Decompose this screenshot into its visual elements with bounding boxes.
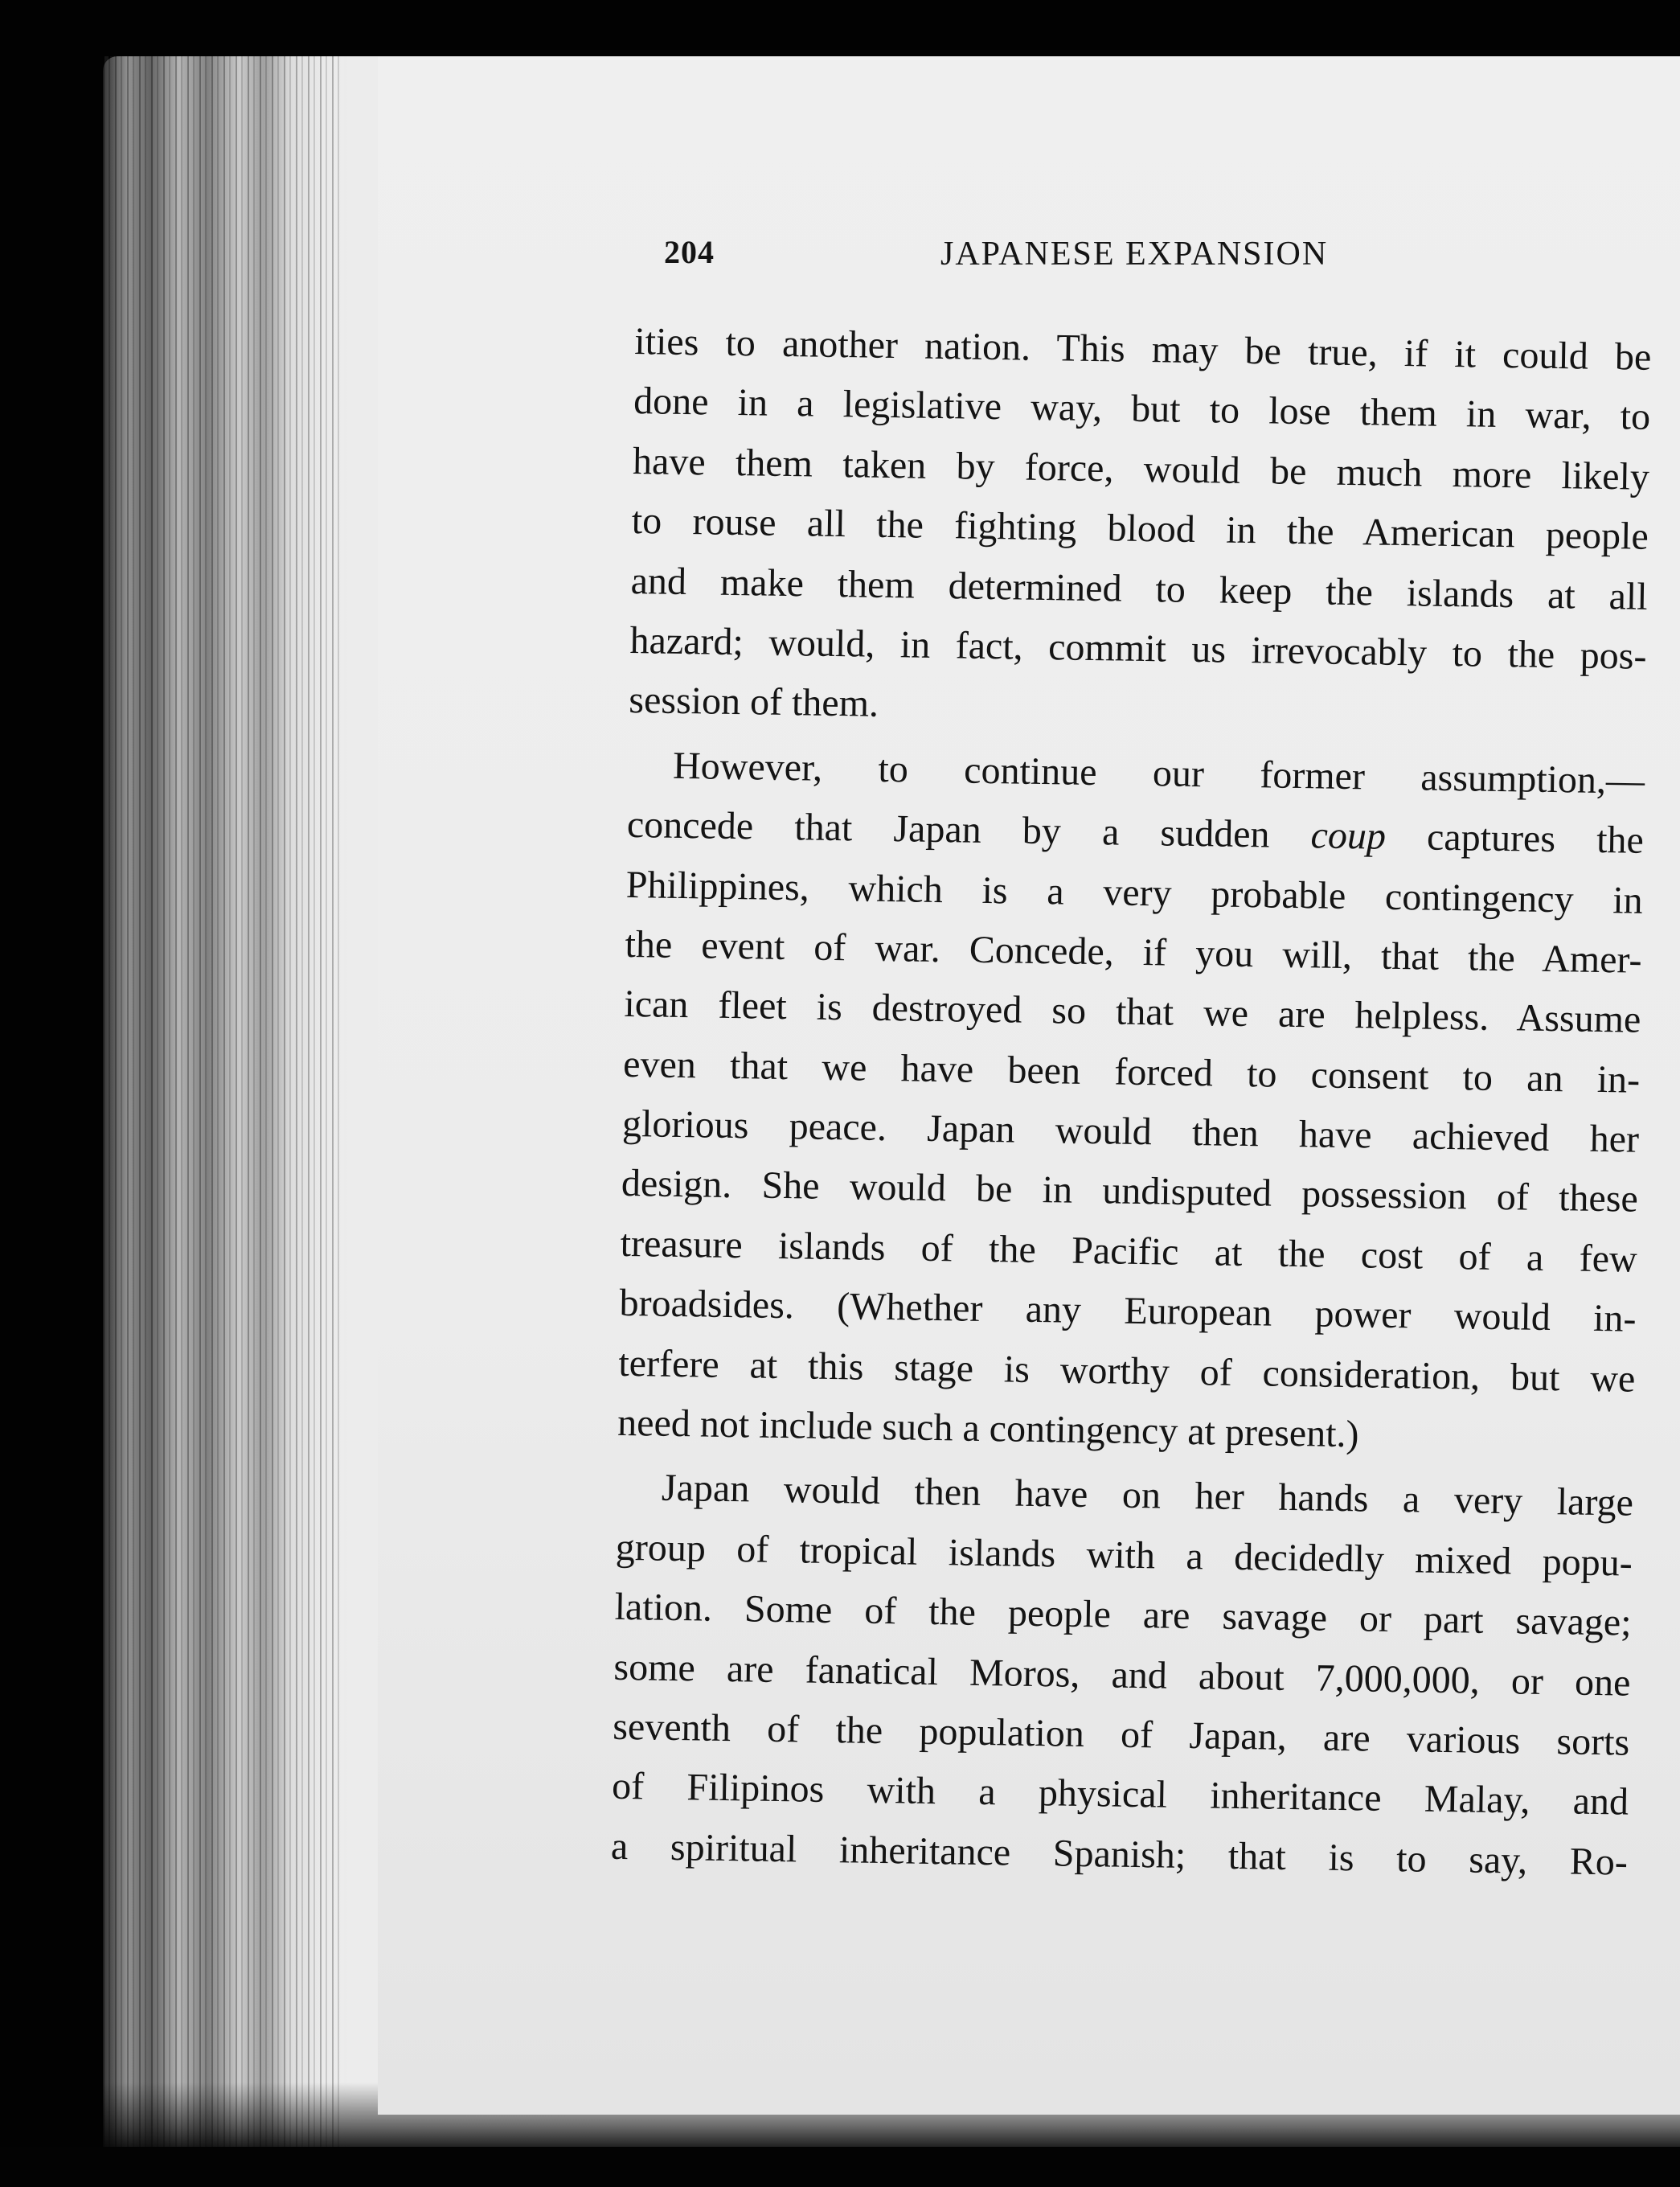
text-line: group of tropical islands with a decidedly mixed popu- bbox=[615, 1525, 1633, 1585]
text-line: seventh of the population of Japan, are various sorts bbox=[612, 1705, 1630, 1764]
italic-word: coup bbox=[1310, 814, 1387, 858]
running-title: JAPANESE EXPANSION bbox=[940, 236, 1329, 273]
text-line: design. She would be in undisputed possession of these bbox=[621, 1162, 1639, 1221]
text-line: ican fleet is destroyed so that we are helpless. Assume bbox=[624, 983, 1641, 1042]
text-line: a spiritual inheritance Spanish; that is to say, Ro- bbox=[610, 1824, 1629, 1884]
text-line: some are fanatical Moros, and about 7,000,000, or one bbox=[613, 1645, 1631, 1705]
text-line: broadsides. (Whether any European power would in- bbox=[619, 1282, 1637, 1340]
text-line: terfere at this stage is worthy of consideration, but we bbox=[618, 1341, 1636, 1401]
text-run: captures the bbox=[1385, 814, 1645, 862]
text-run: concede that Japan by a sudden bbox=[626, 803, 1312, 857]
text-line: treasure islands of the Pacific at the cost of a few bbox=[620, 1221, 1638, 1281]
text-line: and make them determined to keep the islands at all bbox=[630, 559, 1649, 618]
text-line: glorious peace. Japan would then have achieved her bbox=[621, 1102, 1640, 1161]
text-line: Japan would then have on her hands a very large bbox=[661, 1467, 1634, 1525]
running-head bbox=[664, 233, 1661, 289]
text-line: However, to continue our former assumption,— bbox=[672, 744, 1645, 802]
text-line: the event of war. Concede, if you will, that the Amer- bbox=[625, 922, 1642, 982]
text-line: even that we have been forced to consent to an in- bbox=[622, 1042, 1641, 1102]
text-line: of Filipinos with a physical inheritance Malay, and bbox=[611, 1765, 1629, 1824]
page-number: 204 bbox=[664, 234, 715, 270]
text-line: lation. Some of the people are savage or part savage; bbox=[614, 1586, 1632, 1644]
text-line: to rouse all the fighting blood in the American people bbox=[631, 499, 1649, 559]
text-line: hazard; would, in fact, commit us irrevocably to the pos- bbox=[629, 618, 1647, 678]
text-line: ities to another nation. This may be true, if it could be bbox=[634, 319, 1652, 379]
text-line: Philippines, which is a very probable contingency in bbox=[625, 863, 1644, 922]
scan-bottom-edge bbox=[0, 2147, 1680, 2187]
text-line: session of them. bbox=[628, 679, 879, 726]
body-text bbox=[610, 312, 1651, 1893]
text-line: done in a legislative way, but to lose them in war, to bbox=[633, 380, 1651, 439]
text-line: need not include such a contingency at present.) bbox=[617, 1401, 1359, 1456]
text-line: have them taken by force, would be much more likely bbox=[632, 439, 1650, 499]
